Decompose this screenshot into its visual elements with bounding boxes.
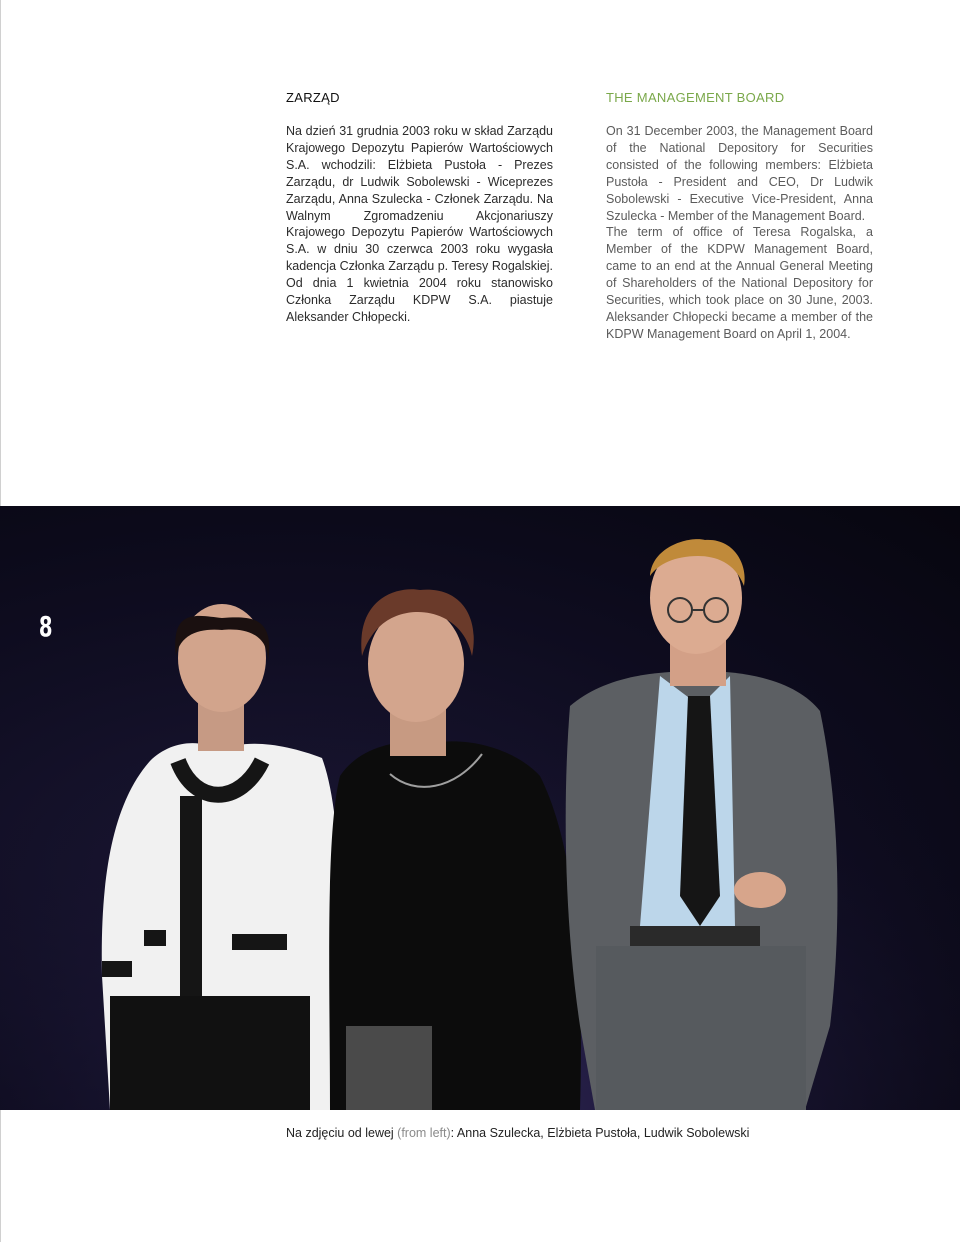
english-heading: THE MANAGEMENT BOARD <box>606 90 785 105</box>
polish-paragraph: Na dzień 31 grudnia 2003 roku w skład Zarządu Krajowego Depozytu Papierów Wartościowych S.A. wchodzili: Elżbieta Pustoła - Prezes Zarządu, dr Ludwik Sobolewski - Wiceprezes Zarządu, Anna Szulecka - Członek Zarządu. Na Walnym Zgromadzeniu Akcjonariuszy Krajowego Depozytu Papierów Wartościowych S.A. w dniu 30 czerwca 2003 roku wygasła kadencja Członka Zarządu p. Teresy Rogalskiej. Od dnia 1 kwietnia 2004 roku stanowisko Członka Zarządu KDPW S.A. piastuje Aleksander Chłopecki. <box>286 124 553 324</box>
caption-names: : Anna Szulecka, Elżbieta Pustoła, Ludwik Sobolewski <box>450 1126 750 1140</box>
page-number: 8 <box>38 610 53 643</box>
photo-illustration <box>0 506 960 1110</box>
polish-heading: ZARZĄD <box>286 90 340 105</box>
english-paragraph-2: The term of office of Teresa Rogalska, a Member of the KDPW Management Board, came to an end at the Annual General Meeting of Shareholders of the National Depository for Securities, which took place on 30 June, 2003. Aleksander Chłopecki became a member of the KDPW Management Board on April 1, 2004. <box>606 225 873 341</box>
management-board-photo <box>0 506 960 1110</box>
english-paragraph-1: On 31 December 2003, the Management Board of the National Depository for Securities consisted of the following members: Elżbieta Pustoła - President and CEO, Dr Ludwik Sobolewski - Executive Vice-President, Anna Szulecka - Member of the Management Board. <box>606 124 873 223</box>
caption-prefix: Na zdjęciu od lewej <box>286 1126 398 1140</box>
english-body <box>606 123 873 343</box>
photo-caption <box>286 1126 749 1140</box>
caption-translation: (from left) <box>397 1126 451 1140</box>
polish-body <box>286 123 553 326</box>
